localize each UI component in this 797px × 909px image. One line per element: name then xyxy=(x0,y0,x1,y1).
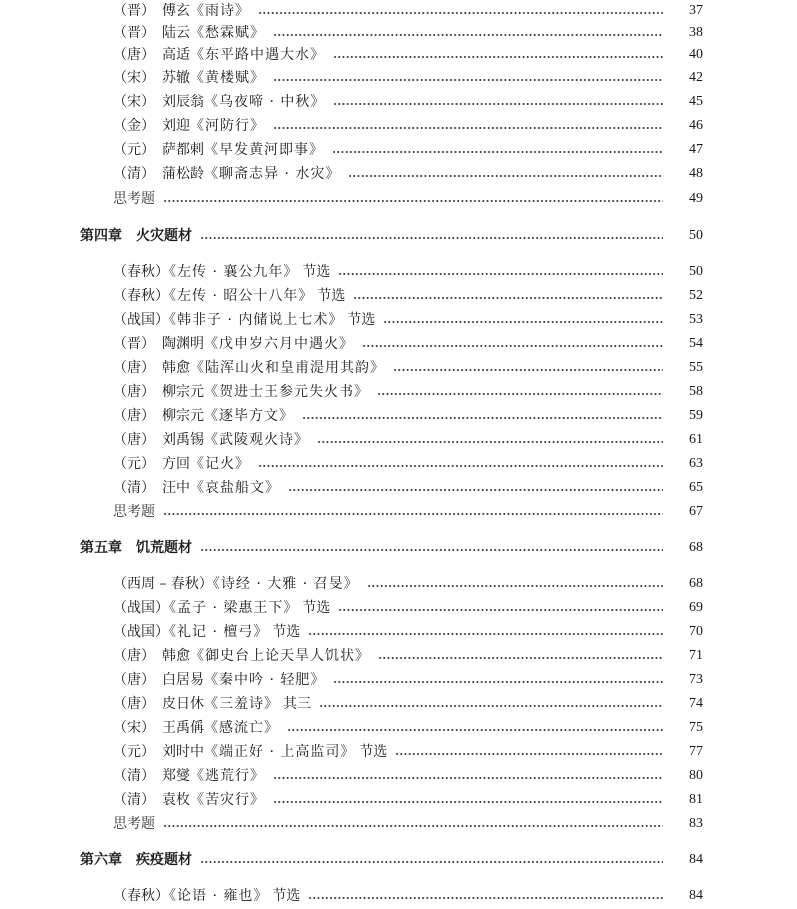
entry-author: 高适 xyxy=(162,47,190,63)
page-number: 73 xyxy=(689,672,703,687)
page-number: 81 xyxy=(689,792,703,807)
entry-author: 刘时中 xyxy=(162,744,204,760)
toc-entry xyxy=(0,477,797,499)
entry-title xyxy=(113,67,265,89)
entry-title xyxy=(113,139,324,161)
entry-work: 《乌夜啼 · 中秋》 xyxy=(204,94,326,110)
entry-suffix: 节选 xyxy=(317,288,346,304)
entry-work: 《武陵观火诗》 xyxy=(204,432,309,448)
dot-leader xyxy=(287,729,663,731)
dot-leader xyxy=(367,585,663,587)
page-number: 50 xyxy=(689,228,703,243)
entry-era: （元） xyxy=(113,744,155,760)
dot-leader xyxy=(163,513,663,515)
entry-work: 《逐毕方文》 xyxy=(204,408,294,424)
entry-work: 《贺进士王参元失火书》 xyxy=(204,384,369,400)
entry-era: （唐） xyxy=(113,432,155,448)
page-number: 46 xyxy=(689,118,703,133)
entry-title xyxy=(113,645,370,667)
entry-author: 陆云 xyxy=(162,25,190,41)
entry-era: （晋） xyxy=(113,3,155,19)
entry-author: 韩愈 xyxy=(162,648,190,664)
entry-author: 柳宗元 xyxy=(162,408,204,424)
dot-leader xyxy=(317,441,663,443)
entry-era: （唐） xyxy=(113,384,155,400)
entry-era: （清） xyxy=(113,480,155,496)
entry-title xyxy=(113,0,250,22)
entry-work: 《哀盐船文》 xyxy=(190,480,280,496)
toc-entry xyxy=(0,453,797,475)
entry-era: （西周 – 春秋） xyxy=(113,576,213,592)
entry-suffix: 节选 xyxy=(272,888,301,904)
entry-suffix: 其三 xyxy=(283,696,311,712)
toc-chapter-heading xyxy=(0,849,797,871)
entry-title xyxy=(113,91,325,113)
entry-work: 《端正好 · 上高监司》 xyxy=(204,744,356,760)
dot-leader xyxy=(333,56,663,58)
entry-era: （元） xyxy=(113,456,155,472)
entry-author: 傅玄 xyxy=(162,3,190,19)
entry-work: 《韩非子 · 内储说上七术》 xyxy=(169,312,344,328)
entry-title xyxy=(113,163,340,185)
entry-work: 《礼记 · 檀弓》 xyxy=(169,624,269,640)
dot-leader xyxy=(200,861,663,863)
page-number: 50 xyxy=(689,264,703,279)
entry-work: 《秦中吟 · 轻肥》 xyxy=(204,672,326,688)
entry-author: 郑燮 xyxy=(162,768,190,784)
dot-leader xyxy=(348,175,663,177)
toc-entry xyxy=(0,139,797,161)
page-number: 42 xyxy=(689,70,703,85)
toc-questions xyxy=(0,188,797,210)
entry-era: （宋） xyxy=(113,720,155,736)
page-number: 65 xyxy=(689,480,703,495)
toc-entry xyxy=(0,765,797,787)
page-number: 68 xyxy=(689,576,703,591)
toc-entry xyxy=(0,405,797,427)
entry-work: 《陆浑山火和皇甫湜用其韵》 xyxy=(190,360,385,376)
toc-entry xyxy=(0,115,797,137)
entry-title xyxy=(113,717,279,739)
toc-entry xyxy=(0,645,797,667)
entry-work: 《感流亡》 xyxy=(204,720,279,736)
entry-era: （战国） xyxy=(113,312,169,328)
entry-title xyxy=(113,357,385,379)
entry-title xyxy=(113,789,265,811)
toc-entry xyxy=(0,91,797,113)
entry-era: （晋） xyxy=(113,25,155,41)
toc-entry xyxy=(0,285,797,307)
entry-work: 《早发黄河即事》 xyxy=(204,142,324,158)
entry-title xyxy=(113,669,325,691)
chapter-title xyxy=(80,537,192,559)
page-number: 61 xyxy=(689,432,703,447)
toc-entry xyxy=(0,717,797,739)
page-number: 74 xyxy=(689,696,703,711)
dot-leader xyxy=(308,897,663,899)
entry-work: 《论语 · 雍也》 xyxy=(169,888,269,904)
page-number: 47 xyxy=(689,142,703,157)
toc-questions xyxy=(0,501,797,523)
toc-chapter-heading xyxy=(0,225,797,247)
dot-leader xyxy=(319,705,663,707)
entry-suffix: 节选 xyxy=(347,312,376,328)
entry-suffix: 节选 xyxy=(302,600,331,616)
dot-leader xyxy=(258,12,663,14)
toc-entry xyxy=(0,741,797,763)
toc-entry xyxy=(0,309,797,331)
entry-title xyxy=(113,285,345,307)
entry-era: （唐） xyxy=(113,648,155,664)
entry-era: （晋） xyxy=(113,336,155,352)
entry-title xyxy=(113,885,300,907)
entry-era: （战国） xyxy=(113,600,169,616)
entry-title xyxy=(113,765,265,787)
entry-era: （唐） xyxy=(113,408,155,424)
toc-entry xyxy=(0,429,797,451)
dot-leader xyxy=(200,549,663,551)
toc-entry xyxy=(0,357,797,379)
page-number: 71 xyxy=(689,648,703,663)
dot-leader xyxy=(333,103,663,105)
page-number: 84 xyxy=(689,888,703,903)
entry-work: 《记火》 xyxy=(190,456,250,472)
chapter-title xyxy=(80,849,192,871)
entry-author: 刘禹锡 xyxy=(162,432,204,448)
dot-leader xyxy=(362,345,663,347)
dot-leader xyxy=(200,237,663,239)
entry-era: （春秋） xyxy=(113,288,169,304)
dot-leader xyxy=(163,200,663,202)
entry-author: 陶渊明 xyxy=(162,336,204,352)
dot-leader xyxy=(273,127,663,129)
entry-author: 袁枚 xyxy=(162,792,190,808)
dot-leader xyxy=(273,801,663,803)
entry-era: （春秋） xyxy=(113,888,169,904)
toc-entry xyxy=(0,789,797,811)
page-number: 53 xyxy=(689,312,703,327)
entry-author: 白居易 xyxy=(162,672,204,688)
page-number: 59 xyxy=(689,408,703,423)
entry-work: 《愁霖赋》 xyxy=(190,25,265,41)
toc-entry xyxy=(0,693,797,715)
entry-title xyxy=(113,381,369,403)
entry-title xyxy=(113,309,375,331)
entry-work: 《三羞诗》 xyxy=(204,696,279,712)
page-number: 77 xyxy=(689,744,703,759)
entry-title xyxy=(113,22,265,44)
chapter-name: 饥荒题材 xyxy=(136,540,192,556)
entry-work: 《诗经 · 大雅 · 召旻》 xyxy=(212,576,359,592)
entry-era: （元） xyxy=(113,142,155,158)
entry-author: 刘辰翁 xyxy=(162,94,204,110)
toc-entry xyxy=(0,67,797,89)
page-number: 55 xyxy=(689,360,703,375)
page-number: 58 xyxy=(689,384,703,399)
entry-work: 《苦灾行》 xyxy=(190,792,265,808)
entry-work: 《东平路中遇大水》 xyxy=(190,47,325,63)
entry-author: 苏辙 xyxy=(162,70,190,86)
entry-title xyxy=(113,453,250,475)
entry-title xyxy=(113,261,330,283)
page-number: 84 xyxy=(689,852,703,867)
entry-era: （唐） xyxy=(113,672,155,688)
page-number: 83 xyxy=(689,816,703,831)
dot-leader xyxy=(338,609,663,611)
entry-author: 方回 xyxy=(162,456,190,472)
entry-work: 《黄楼赋》 xyxy=(190,70,265,86)
entry-title xyxy=(113,44,325,66)
chapter-title xyxy=(80,225,192,247)
entry-author: 王禹偁 xyxy=(162,720,204,736)
page-number: 48 xyxy=(689,166,703,181)
entry-title xyxy=(113,429,309,451)
toc-entry xyxy=(0,22,797,44)
dot-leader xyxy=(338,273,663,275)
entry-work: 《左传 · 襄公九年》 xyxy=(169,264,299,280)
entry-title xyxy=(113,741,387,763)
toc-entry xyxy=(0,333,797,355)
toc-entry xyxy=(0,885,797,907)
entry-work: 《戊申岁六月中遇火》 xyxy=(204,336,354,352)
page-number: 80 xyxy=(689,768,703,783)
dot-leader xyxy=(395,753,663,755)
toc-entry xyxy=(0,621,797,643)
entry-work: 《孟子 · 梁惠王下》 xyxy=(169,600,299,616)
entry-work: 《聊斋志异 · 水灾》 xyxy=(204,166,341,182)
entry-era: （清） xyxy=(113,792,155,808)
dot-leader xyxy=(383,321,663,323)
dot-leader xyxy=(258,465,663,467)
page-number: 40 xyxy=(689,47,703,62)
entry-era: （战国） xyxy=(113,624,169,640)
entry-title xyxy=(113,597,330,619)
dot-leader xyxy=(273,777,663,779)
entry-era: （唐） xyxy=(113,696,155,712)
entry-work: 《左传 · 昭公十八年》 xyxy=(169,288,314,304)
dot-leader xyxy=(308,633,663,635)
entry-author: 汪中 xyxy=(162,480,190,496)
page-number: 67 xyxy=(689,504,703,519)
entry-era: （唐） xyxy=(113,47,155,63)
entry-era: （金） xyxy=(113,118,155,134)
toc-entry xyxy=(0,163,797,185)
toc-entry xyxy=(0,381,797,403)
entry-author: 蒲松龄 xyxy=(162,166,204,182)
toc-questions xyxy=(0,813,797,835)
toc-entry xyxy=(0,44,797,66)
entry-title xyxy=(113,405,294,427)
entry-title xyxy=(113,573,359,595)
entry-author: 刘迎 xyxy=(162,118,190,134)
toc-entry xyxy=(0,669,797,691)
chapter-number: 第四章 xyxy=(80,228,122,244)
toc-entry xyxy=(0,0,797,22)
chapter-name: 疾疫题材 xyxy=(136,852,192,868)
dot-leader xyxy=(393,369,663,371)
dot-leader xyxy=(273,34,663,36)
toc-entry xyxy=(0,261,797,283)
questions-label: 思考题 xyxy=(113,504,155,520)
dot-leader xyxy=(332,151,663,153)
entry-suffix: 节选 xyxy=(359,744,388,760)
entry-author: 萨都剌 xyxy=(162,142,204,158)
questions-label: 思考题 xyxy=(113,191,155,207)
entry-title xyxy=(113,477,280,499)
entry-author: 皮日休 xyxy=(162,696,204,712)
chapter-name: 火灾题材 xyxy=(136,228,192,244)
page-number: 37 xyxy=(689,3,703,18)
toc-entry xyxy=(0,573,797,595)
dot-leader xyxy=(288,489,663,491)
entry-suffix: 节选 xyxy=(302,264,331,280)
page-number: 63 xyxy=(689,456,703,471)
dot-leader xyxy=(378,657,663,659)
dot-leader xyxy=(353,297,663,299)
dot-leader xyxy=(333,681,663,683)
page-number: 70 xyxy=(689,624,703,639)
entry-title xyxy=(113,115,265,137)
chapter-number: 第六章 xyxy=(80,852,122,868)
entry-work: 《御史台上论天旱人饥状》 xyxy=(190,648,370,664)
toc-chapter-heading xyxy=(0,537,797,559)
page-number: 75 xyxy=(689,720,703,735)
toc-entry xyxy=(0,597,797,619)
dot-leader xyxy=(377,393,663,395)
entry-era: （春秋） xyxy=(113,264,169,280)
page-number: 69 xyxy=(689,600,703,615)
page-number: 52 xyxy=(689,288,703,303)
entry-era: （宋） xyxy=(113,70,155,86)
entry-era: （清） xyxy=(113,166,155,182)
page-number: 49 xyxy=(689,191,703,206)
entry-title xyxy=(113,693,311,715)
entry-era: （清） xyxy=(113,768,155,784)
entry-suffix: 节选 xyxy=(272,624,301,640)
chapter-number: 第五章 xyxy=(80,540,122,556)
entry-author: 柳宗元 xyxy=(162,384,204,400)
page-number: 54 xyxy=(689,336,703,351)
page-number: 45 xyxy=(689,94,703,109)
entry-era: （宋） xyxy=(113,94,155,110)
entry-title xyxy=(113,621,300,643)
entry-work: 《河防行》 xyxy=(190,118,265,134)
page-number: 38 xyxy=(689,25,703,40)
dot-leader xyxy=(302,417,663,419)
entry-work: 《雨诗》 xyxy=(190,3,250,19)
questions-label: 思考题 xyxy=(113,816,155,832)
page-number: 68 xyxy=(689,540,703,555)
dot-leader xyxy=(273,79,663,81)
entry-author: 韩愈 xyxy=(162,360,190,376)
entry-era: （唐） xyxy=(113,360,155,376)
dot-leader xyxy=(163,825,663,827)
entry-title xyxy=(113,333,354,355)
entry-work: 《逃荒行》 xyxy=(190,768,265,784)
